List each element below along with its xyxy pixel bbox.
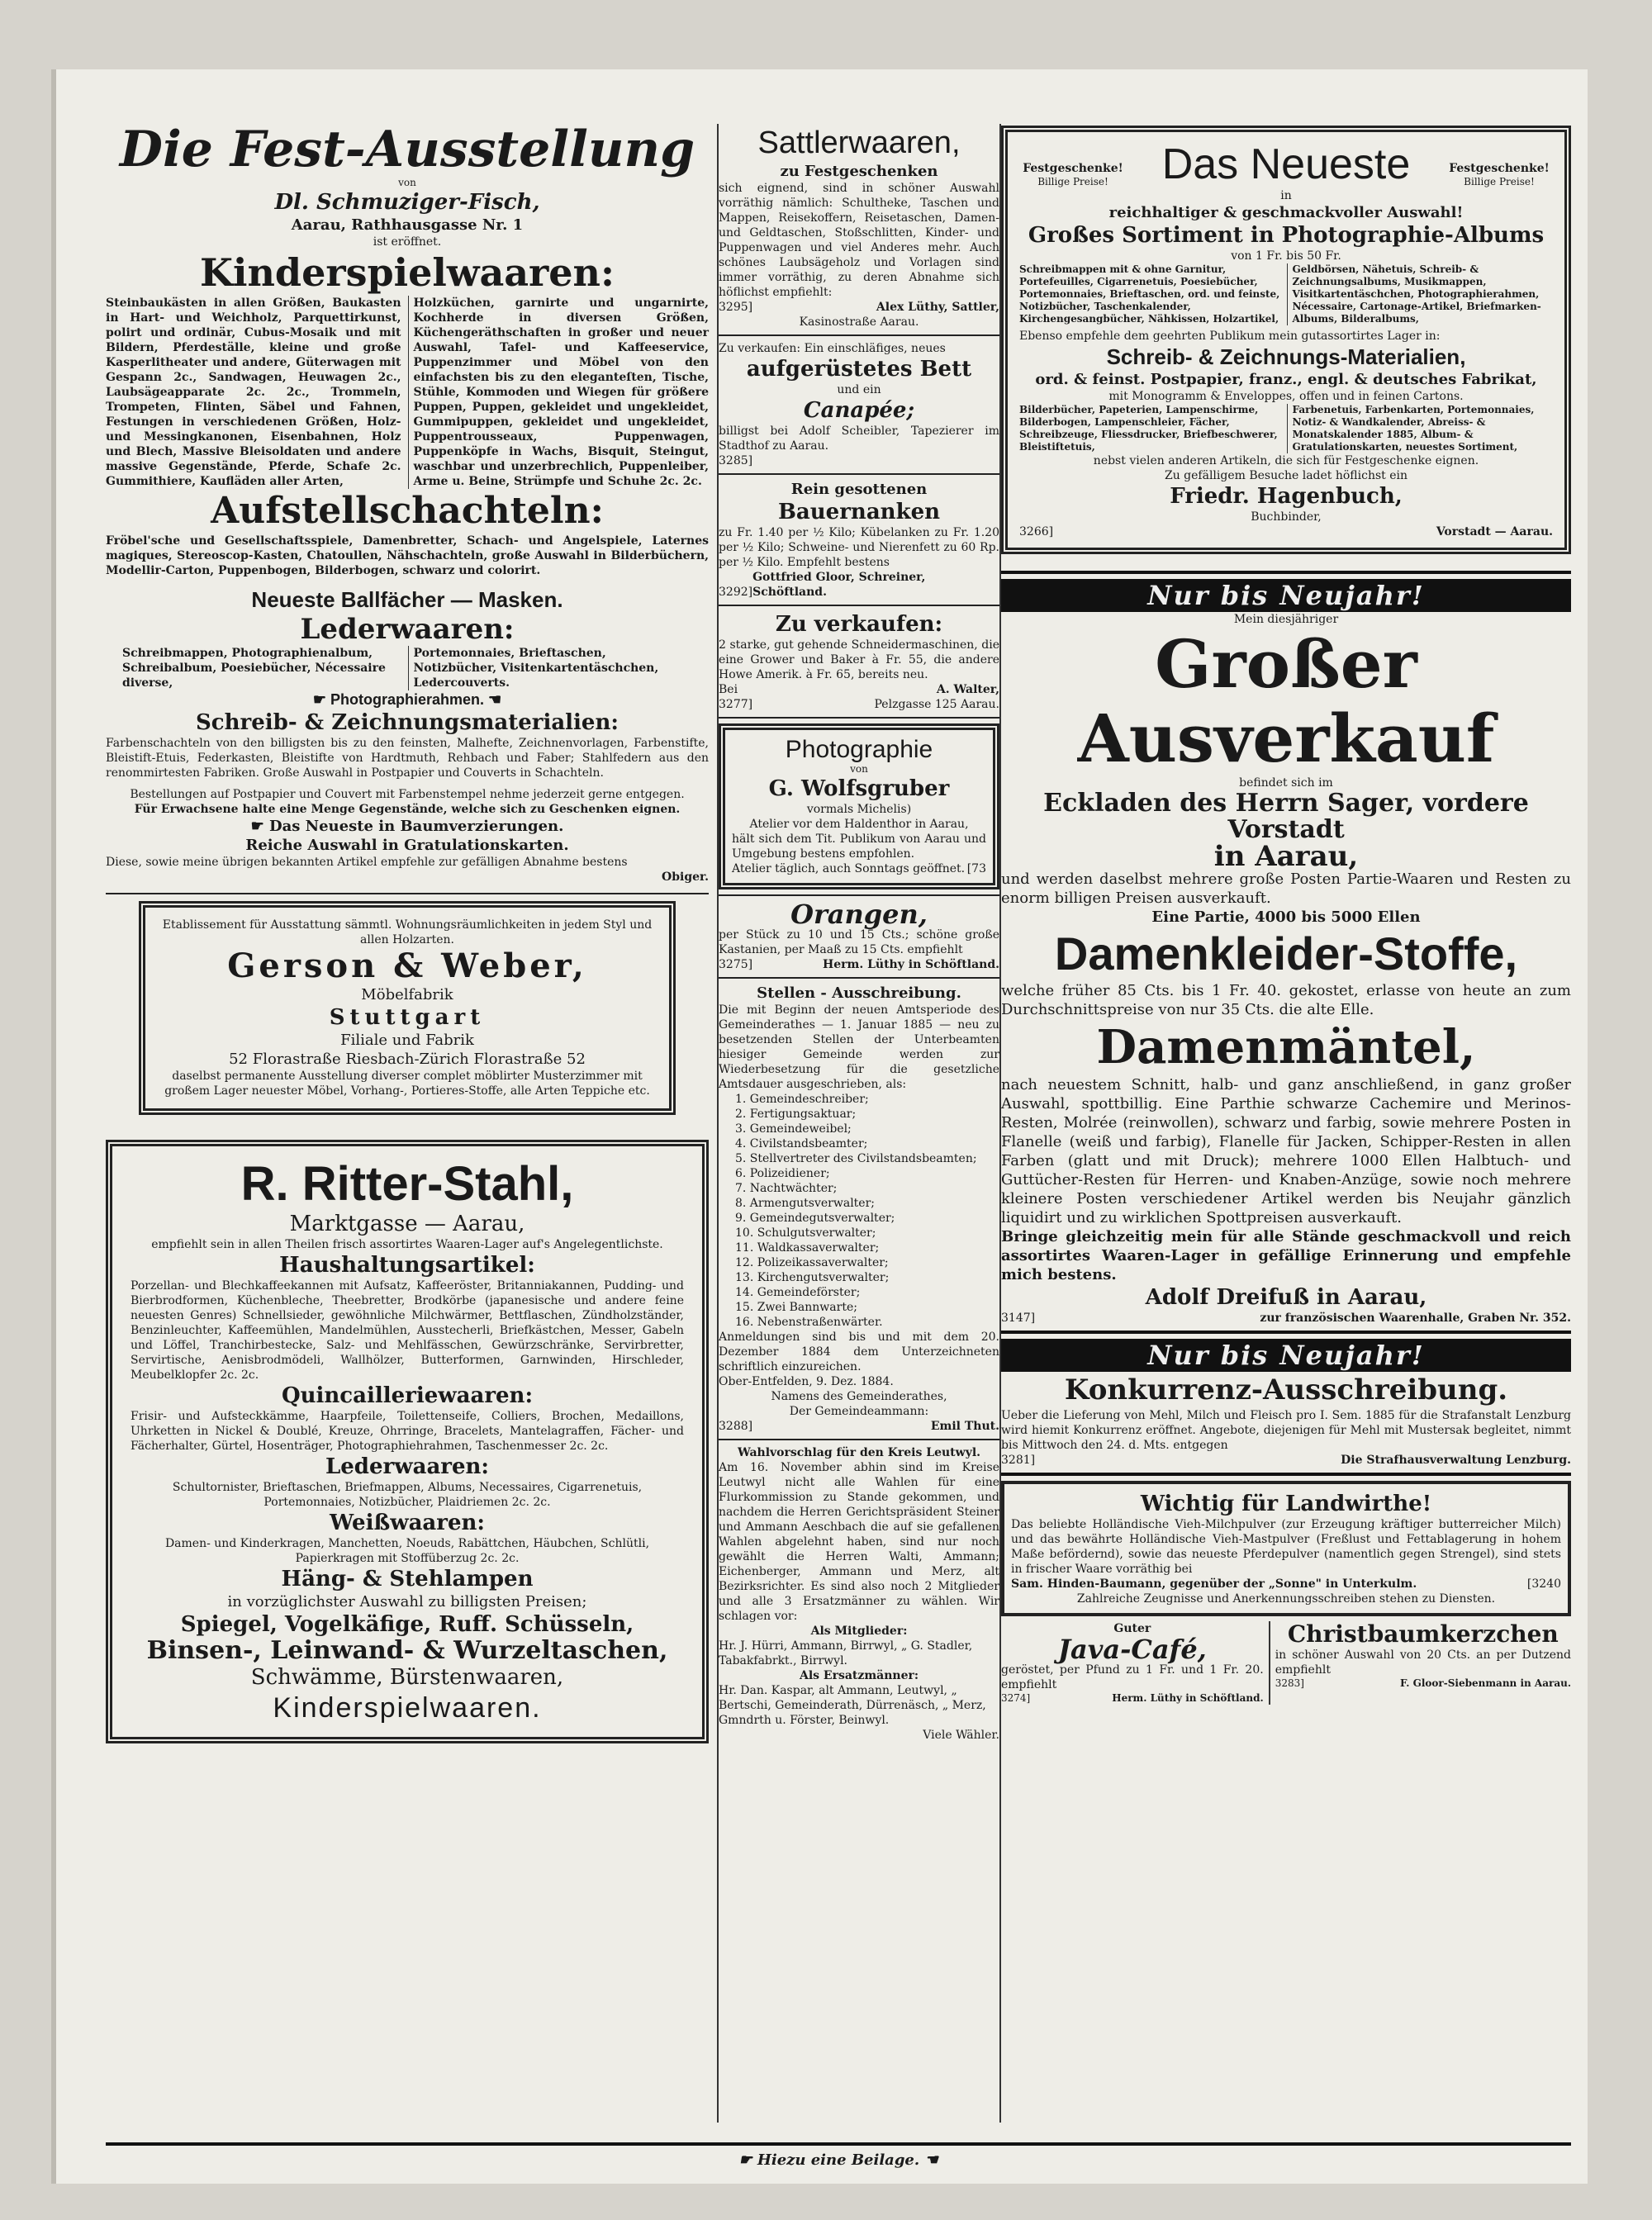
list-item: 2. Fertigungsaktuar; xyxy=(735,1108,857,1121)
konkurrenz-ad xyxy=(1001,1372,1571,1468)
section-heading: Damenmäntel, xyxy=(1096,1020,1476,1074)
ad-text: nach neuestem Schnitt, halb- und ganz anschließend, in ganz großer Auswahl, spottbillig. Eine Parthie schwarze Cachemire und Merinos-Resten, Molrée (reinwollen), schwarz und farbig, sowie mehrere Posten in Flanelle (weiß und farbig), Flanelle für Jacken, Schipper-Resten in allen Farben (glatt und mit Druck); mehrere 1000 Ellen Halbtuch- und Guttücher-Resten für Herren- und Knaben-Anzüge, sowie noch mehrere kleinere Posten verschiedener Artikel werden bis Neujahr gänzlich liquidirt und zu wirklichen Spottpreisen ausverkauft. xyxy=(1001,1076,1571,1226)
ad-text: daselbst permanente Ausstellung diverser complet möblirter Musterzimmer mit großem Lager neuester Möbel, Vorhang-, Portieres-Stoffe, alle Arten Teppiche etc. xyxy=(164,1070,650,1098)
photographie-ad xyxy=(719,723,999,889)
pointing-hand-icon: ☛ xyxy=(738,2151,757,2169)
ad-text: Mein diesjähriger xyxy=(1233,613,1339,626)
ad-text: Porzellan- und Blechkaffeekannen mit Aufsatz, Kaffeeröster, Britanniakannen, Pudding- und Bierbrodformen, Küchenbleche, Theebretter, Brodkörbe (japanesische und andere feine neuesten Genres) Schnellsieder, gewöhnliche Milchwärmer, Bettflaschen, Zündholzständer, Benzinleuchter, Kaffeemühlen, Mandelmühlen, Ausstecherli, Briefkästchen, Messer, Gabeln und Löffel, Tranchirbestecke, Salz- und Mehlfässchen, Gewürzschränke, Servirbretter, Servirtische, Aenisbrodmödeli, Wallhölzer, Butterformen, Garnwinden, Hirschleder, Meubelklopfer 2c. 2c. xyxy=(131,1279,684,1382)
signature: F. Gloor-Siebenmann in Aarau. xyxy=(1399,1677,1571,1689)
address: 52 Florastraße Riesbach-Zürich Florastraße 52 xyxy=(229,1051,586,1068)
list-item: 1. Gemeindeschreiber; xyxy=(735,1093,869,1106)
ad-title: Sattlerwaaren, xyxy=(757,126,961,160)
ad-text: Eine Partie, 4000 bis 5000 Ellen xyxy=(1151,908,1421,926)
list-item: 5. Stellvertreter des Civilstandsbeamten; xyxy=(735,1152,977,1165)
ad-text: Buchbinder, xyxy=(1251,510,1322,524)
pointing-hand-icon: ☚ xyxy=(484,691,502,708)
ref-number: 3274] xyxy=(1001,1692,1031,1704)
christbaum-ad xyxy=(1269,1621,1571,1705)
wahlvorschlag-ad xyxy=(719,1445,999,1743)
address: zur französischen Waarenhalle, Graben Nr. 352. xyxy=(1260,1312,1571,1325)
signature: Friedr. Hagenbuch, xyxy=(1170,484,1403,509)
ad-text: Filiale und Fabrik xyxy=(340,1032,474,1049)
gerson-weber-ad xyxy=(139,901,676,1115)
address: Atelier vor dem Haldenthor in Aarau, xyxy=(749,818,969,831)
ad-text: billigst bei Adolf Scheibler, Tapezierer im Stadthof zu Aarau. xyxy=(719,425,999,453)
ad-text: 2 starke, gut gehende Schneidermaschinen, die eine Grower und Baker à Fr. 55, die andere Howe Amerik. à Fr. 65, bereits neu. xyxy=(719,638,999,681)
section-heading: Schreib- & Zeichnungsmaterialien: xyxy=(196,710,619,735)
item-list: Portemonnaies, Brieftaschen, Notizbücher, Visitenkartentäschchen, Ledercouverts. xyxy=(408,646,693,690)
list-item: 15. Zwei Bannwarte; xyxy=(735,1301,857,1314)
ad-text: Frisir- und Aufsteckkämme, Haarpfeile, Toilettenseife, Colliers, Brochen, Medaillons, Uhrketten in Nickel & Doublé, Kreuze, Ohrringe, Bracelets, Mantelagraffen, Fächer- und Fächerhalter, Gürtel, Hosenträger, Photographiehrahmen, Taschenmesser 2c. 2c. xyxy=(131,1410,684,1453)
section-heading: Damenkleider-Stoffe, xyxy=(1054,927,1518,980)
signature: Herm. Lüthy in Schöftland. xyxy=(823,958,999,971)
item-list: Geldbörsen, Nähetuis, Schreib- & Zeichnungsalbums, Musikmappen, Visitkartentäschchen, Photographierahmen, Nécessaire, Cartonage-Artikel, Briefmarken-Albums, Bilderalbums, xyxy=(1287,263,1554,325)
item-list: Farbenetuis, Farbenkarten, Portemonnaies, Notiz- & Wandkalender, Abreiss- & Monatskalender 1885, Album- & Gratulationskarten, neuestes Sortiment, xyxy=(1287,404,1554,453)
ad-text: reichhaltiger & geschmackvoller Auswahl! xyxy=(1108,204,1464,221)
address: Aarau, Rathhausgasse Nr. 1 xyxy=(291,216,524,234)
ad-text: von 1 Fr. bis 50 Fr. xyxy=(1231,249,1341,263)
orangen-ad xyxy=(719,901,999,972)
ad-title: Canapée; xyxy=(803,398,915,423)
ad-text: Billige Preise! xyxy=(1037,176,1108,187)
ad-text: Namens des Gemeinderathes, xyxy=(771,1390,947,1403)
ref-number: 3281] xyxy=(1001,1454,1036,1467)
java-cafe-ad xyxy=(1001,1621,1269,1705)
city-name: Stuttgart xyxy=(329,1005,486,1030)
ad-text: Das Neueste in Baumverzierungen. xyxy=(268,818,564,835)
ad-text: Guter xyxy=(1113,1622,1151,1635)
ad-title: Java-Café, xyxy=(1057,1634,1207,1665)
ad-text: Damen- und Kinderkragen, Manchetten, Noeuds, Rabättchen, Häubchen, Schlütli, Papierkragen mit Stoffüberzug 2c. 2c. xyxy=(164,1537,650,1565)
firm-name: R. Ritter-Stahl, xyxy=(240,1157,574,1211)
ad-text: Bei xyxy=(719,683,738,696)
ad-text: Photographierahmen. xyxy=(330,691,485,708)
section-heading: Lederwaaren: xyxy=(300,613,515,646)
list-item: 3. Gemeindeweibel; xyxy=(735,1122,852,1136)
ad-text: in schöner Auswahl von 20 Cts. an per Dutzend empfiehlt xyxy=(1275,1648,1571,1677)
signature: A. Walter, xyxy=(936,683,999,696)
ad-text: Festgeschenke! xyxy=(1023,162,1123,175)
ad-text: Das beliebte Holländische Vieh-Milchpulver (zur Erzeugung kräftiger butterreicher Milch) und das bewährte Holländische Vieh-Mastpulver (Freßlust und Fettablagerung in hohem Maße befördernd), sowie das neueste Pferdepulver (namentlich gegen Strengel), sind stets in frischer Waare vorräthig bei xyxy=(1011,1518,1561,1576)
ad-title: Das Neueste xyxy=(1161,140,1411,188)
ad-title: Konkurrenz-Ausschreibung. xyxy=(1064,1373,1508,1406)
ref-number: [3240 xyxy=(1526,1577,1561,1591)
pointing-hand-icon: ☛ xyxy=(250,818,269,835)
ad-text: geröstet, per Pfund zu 1 Fr. und 1 Fr. 20. empfiehlt xyxy=(1001,1663,1264,1691)
footer-text: Hiezu eine Beilage. xyxy=(757,2151,920,2169)
schneidermaschinen-ad xyxy=(719,611,999,712)
hagenbuch-ad xyxy=(1001,126,1571,554)
item-list: Schreibmappen mit & ohne Garnitur, Portefeuilles, Cigarrenetuis, Poesiebücher, Portemonnaies, Brieftaschen, ord. und feinste, Notizbücher, Taschenkalender, Kirchengesangbücher, Nähkissen, Holzartikel, xyxy=(1019,263,1280,325)
ad-text: Zahlreiche Zeugnisse und Anerkennungsschreiben stehen zu Diensten. xyxy=(1076,1592,1496,1606)
ref-number: 3283] xyxy=(1275,1677,1304,1689)
ad-text: Rein gesottenen xyxy=(790,481,928,498)
item-list: Schreibmappen, Photographienalbum, Schreibalbum, Poesiebücher, Nécessaire diverse, xyxy=(122,647,386,690)
ad-text: Die mit Beginn der neuen Amtsperiode des Gemeinderathes — 1. Januar 1885 — neu zu besetzenden Stellen der Unterbeamten hiesiger Gemeinde werden zur Wiederbesetzung für die gesetzliche Amtsdauer ausgeschrieben, als: xyxy=(719,1003,999,1091)
ad-text: Festgeschenke! xyxy=(1449,162,1550,175)
ad-text: Möbelfabrik xyxy=(361,986,453,1003)
column-3 xyxy=(1001,50,1571,1705)
ritter-stahl-ad xyxy=(106,1140,709,1743)
ref-number: [73 xyxy=(966,862,986,875)
ad-text: ist eröffnet. xyxy=(373,235,442,249)
ad-text: Zu gefälligem Besuche ladet höflichst ein xyxy=(1164,469,1408,482)
section-heading: Als Ersatzmänner: xyxy=(799,1669,919,1682)
ad-title: Wahlvorschlag für den Kreis Leutwyl. xyxy=(737,1446,981,1459)
ad-text: von xyxy=(398,177,416,188)
ad-text: Billige Preise! xyxy=(1464,176,1535,187)
sattler-ad xyxy=(719,124,999,330)
address: Kasinostraße Aarau. xyxy=(799,315,919,329)
ref-number: 3147] xyxy=(1001,1312,1036,1325)
ad-text: Hr. Dan. Kaspar, alt Ammann, Leutwyl, „ Bertschi, Gemeinderath, Dürrenäsch, „ Merz, Gmndrth u. Förster, Beinwyl. xyxy=(719,1684,986,1727)
ad-text: empfiehlt sein in allen Theilen frisch assortirtes Waaren-Lager auf's Angelegentlichste. xyxy=(151,1238,663,1251)
ad-text: Für Erwachsene halte eine Menge Gegenstände, welche sich zu Geschenken eignen. xyxy=(134,803,681,816)
section-heading: Schreib- & Zeichnungs-Materialien, xyxy=(1106,344,1466,369)
fest-ausstellung-ad xyxy=(106,122,709,885)
pointing-hand-icon: ☚ xyxy=(919,2151,938,2169)
ausverkauf-ad xyxy=(1001,612,1571,1326)
column-1 xyxy=(106,50,709,1748)
list-item: 4. Civilstandsbeamter; xyxy=(735,1137,868,1150)
section-heading: Weißwaaren: xyxy=(329,1511,486,1535)
ad-text xyxy=(106,817,709,836)
ad-title: Zu verkaufen: xyxy=(775,612,943,637)
ref-number: 3285] xyxy=(719,454,753,467)
banner: Nur bis Neujahr! xyxy=(1001,1339,1571,1372)
ad-text: Schultornister, Brieftaschen, Briefmappen, Albums, Necessaires, Cigarrenetuis, Portemonnaies, Notizbücher, Plaidriemen 2c. 2c. xyxy=(172,1481,643,1509)
signature: Alex Lüthy, Sattler, xyxy=(876,301,999,314)
ad-text: hält sich dem Tit. Publikum von Aarau und Umgebung bestens empfohlen. xyxy=(732,832,986,861)
ad-title: Christbaumkerzchen xyxy=(1287,1620,1559,1648)
ref-number: 3292] xyxy=(719,586,753,599)
ref-number: 3295] xyxy=(719,301,753,314)
section-heading: Quincailleriewaaren: xyxy=(281,1383,534,1408)
address: Pelzgasse 125 Aarau. xyxy=(874,698,999,711)
ref-number: 3266] xyxy=(1019,525,1054,538)
section-heading: Spiegel, Vogelkäfige, Ruff. Schüsseln, xyxy=(180,1612,634,1637)
ad-text: in vorzüglichster Auswahl zu billigsten Preisen; xyxy=(227,1593,587,1610)
bett-ad xyxy=(719,341,999,468)
signature: Gottfried Gloor, Schreiner, Schöftland. xyxy=(752,571,926,599)
ad-text: Zu verkaufen: Ein einschläfiges, neues xyxy=(719,342,946,355)
item-list: Bilderbücher, Papeterien, Lampenschirme, Bilderbogen, Lampenschleier, Fächer, Schreibzeuge, Fliessdrucker, Briefbeschwerer, Bleistiftetuis, xyxy=(1019,404,1278,453)
signature: Sam. Hinden-Baumann, gegenüber der „Sonne" in Unterkulm. xyxy=(1011,1577,1417,1591)
ad-title: Photographie xyxy=(785,736,933,763)
ad-text: Fröbel'sche und Gesellschaftsspiele, Damenbretter, Schach- und Angelspiele, Laternes magiques, Stereoscop-Kasten, Chatoullen, Nähschachteln, große Auswahl in Bilderbüchern, Modellir-Carton, Puppenbogen, Bilderbogen, schwarz und colorirt. xyxy=(106,534,709,577)
list-item: 12. Polizeikassaverwalter; xyxy=(735,1256,889,1269)
ad-subtitle: zu Festgeschenken xyxy=(780,163,938,180)
ad-text: Ueber die Lieferung von Mehl, Milch und Fleisch pro I. Sem. 1885 für die Strafanstalt Lenzburg wird hiemit Konkurrenz eröffnet. Angebote, diejenigen für Mehl mit Mustersak begleitet, nimmt bis Mittwoch den 24. d. Mts. entgegen xyxy=(1001,1409,1571,1452)
ad-text: Reiche Auswahl in Gratulationskarten. xyxy=(245,837,569,854)
ref-number: 3277] xyxy=(719,698,753,711)
footer xyxy=(106,2137,1571,2170)
section-heading xyxy=(106,690,709,709)
signature: Adolf Dreifuß in Aarau, xyxy=(1145,1285,1427,1310)
section-heading: Lederwaaren: xyxy=(325,1454,490,1479)
ad-text: und ein xyxy=(837,383,881,396)
ad-text: Diese, sowie meine übrigen bekannten Artikel empfehle zur gefälligen Abnahme bestens xyxy=(106,856,628,869)
list-item: 8. Armengutsverwalter; xyxy=(735,1197,875,1210)
section-heading: Schwämme, Bürstenwaaren, xyxy=(250,1665,564,1690)
ad-text: in xyxy=(1280,189,1292,202)
ad-text: Anmeldungen sind bis und mit dem 20. Dezember 1884 dem Unterzeichneten schriftlich einzureichen. xyxy=(719,1331,999,1373)
list-item: 16. Nebenstraßenwärter. xyxy=(735,1316,883,1329)
firm-name: G. Wolfsgruber xyxy=(768,776,950,801)
address: Vorstadt — Aarau. xyxy=(1436,525,1553,538)
ad-text: Eckladen des Herrn Sager, vordere Vorstadt xyxy=(1043,789,1529,844)
ad-title: Großer Ausverkauf xyxy=(1077,625,1495,777)
ad-text: Farbenschachteln von den billigsten bis zu den feinsten, Malhefte, Zeichnenvorlagen, Farbenstifte, Bleistift-Etuis, Federkasten, Bleistifte von Hardtmuth, Rehbach und Faber; Stahlfedern aus den renommirtesten Fabriken. Große Auswahl in Postpapier und Couverts in Schachteln. xyxy=(106,737,709,780)
section-heading: Aufstellschachteln: xyxy=(211,490,604,532)
signature: Herm. Lüthy in Schöftland. xyxy=(1112,1692,1264,1704)
ad-text: Etablissement für Ausstattung sämmtl. Wohnungsräumlichkeiten in jedem Styl und allen Holzarten. xyxy=(162,918,653,946)
ad-text: Hr. J. Hürri, Ammann, Birrwyl, „ G. Stadler, Tabakfabrkt., Birrwyl. xyxy=(719,1639,973,1667)
ad-text: in Aarau, xyxy=(1213,840,1359,873)
list-item: 14. Gemeindeförster; xyxy=(735,1286,861,1299)
pointing-hand-icon: ☛ xyxy=(312,691,330,708)
ad-title: Die Fest-Ausstellung xyxy=(119,121,695,178)
signature: Die Strafhausverwaltung Lenzburg. xyxy=(1341,1454,1571,1467)
ad-text: Bestellungen auf Postpapier und Couvert mit Farbenstempel nehme jederzeit gerne entgegen. xyxy=(130,788,685,801)
ad-text: Bringe gleichzeitig mein für alle Stände geschmackvoll und reich assortirtes Waaren-Lager in gefällige Erinnerung und empfehle mich bestens. xyxy=(1001,1228,1571,1283)
section-heading: Binsen-, Leinwand- & Wurzeltaschen, xyxy=(146,1636,668,1665)
section-heading: Großes Sortiment in Photographie-Albums xyxy=(1028,223,1545,248)
item-list: Steinbaukästen in allen Größen, Baukasten in Hart- und Weichholz, Parquettirkunst, polirt und ordinär, Cubus-Mosaik und mit Bildern, Pferdeställe, kleine und große Kasperlitheater und andere, Güterwagen mit Gespann 2c., Sandwagen, Heuwagen 2c., Laubsägeapparate 2c. 2c., Trommeln, Trompeten, Flinten, Säbel und Fahnen, Festungen in verschiedenen Größen, Holz- und Messingkanonen, Eisenbahnen, Holz und Blech, Massive Bleisoldaten und andere massive Gegenstände, Pferde, Schafe 2c. Gummithiere, Kaufläden aller Arten, xyxy=(106,296,401,488)
column-2 xyxy=(719,50,999,1743)
signature: Viele Wähler. xyxy=(923,1729,999,1742)
section-heading: Neueste Ballfächer — Masken. xyxy=(251,587,563,612)
landwirthe-ad xyxy=(1001,1481,1571,1616)
ad-text: und werden daselbst mehrere große Posten Partie-Waaren und Resten zu enorm billigen Preisen ausverkauft. xyxy=(1001,870,1571,907)
list-item: 6. Polizeidiener; xyxy=(735,1167,830,1180)
section-heading: Kinderspielwaaren: xyxy=(200,250,615,295)
list-item: 7. Nachtwächter; xyxy=(735,1182,838,1195)
ref-number: 3288] xyxy=(719,1420,753,1433)
signature: Emil Thut. xyxy=(930,1420,999,1433)
address: Marktgasse — Aarau, xyxy=(289,1212,525,1236)
firm-name: Dl. Schmuziger-Fisch, xyxy=(274,190,540,215)
ad-text: welche früher 85 Cts. bis 1 Fr. 40. gekostet, erlasse von heute an zum Durchschnittspreise von nur 35 Cts. die alte Elle. xyxy=(1001,982,1571,1018)
ad-text: Ober-Entfelden, 9. Dez. 1884. xyxy=(719,1375,894,1388)
ad-text: Ebenso empfehle dem geehrten Publikum mein gutassortirtes Lager in: xyxy=(1019,330,1441,343)
ad-text: ord. & feinst. Postpapier, franz., engl. & deutsches Fabrikat, xyxy=(1035,371,1537,388)
section-heading: Haushaltungsartikel: xyxy=(279,1253,535,1278)
ad-text: mit Monogramm & Enveloppes, offen und in feinen Cartons. xyxy=(1108,390,1464,403)
footer-note xyxy=(106,2151,1571,2170)
ad-text: Am 16. November abhin sind im Kreise Leutwyl nicht alle Wahlen für eine Flurkommission zu Stande gekommen, und nachdem die Herren Gerichtspräsident Steiner und Ammann Aeschbach die auf sie gefallenen Wahlen abgelehnt haben, sind nur noch gewählt die Herren Walti, Ammann; Eichenberger, Ammann und Merz, alt Bezirksrichter. Es sind also noch 2 Mitglieder und alle 3 Ersatzmänner zu wählen. Wir schlagen vor: xyxy=(719,1461,999,1623)
list-item: 9. Gemeindegutsverwalter; xyxy=(735,1212,895,1225)
ad-text: per Stück zu 10 und 15 Cts.; schöne große Kastanien, per Maaß zu 15 Cts. empfiehlt xyxy=(719,928,999,956)
ad-text: nebst vielen anderen Artikeln, die sich für Festgeschenke eignen. xyxy=(1093,454,1479,467)
list-item: 10. Schulgutsverwalter; xyxy=(735,1226,876,1240)
ad-title: Bauernanken xyxy=(777,500,941,524)
ad-text: vormals Michelis) xyxy=(806,803,912,816)
ad-title: Orangen, xyxy=(790,899,928,930)
ad-title: aufgerüstetes Bett xyxy=(746,357,972,382)
firm-name: Gerson & Weber, xyxy=(227,946,587,985)
position-list xyxy=(719,1092,999,1330)
bauernanken-ad xyxy=(719,480,999,600)
ad-text: befindet sich im xyxy=(1239,776,1333,790)
ad-text: von xyxy=(850,763,868,775)
section-heading: Als Mitglieder: xyxy=(810,1625,908,1638)
signature: Obiger. xyxy=(662,870,709,884)
stellen-ausschreibung-ad xyxy=(719,984,999,1434)
list-item: 13. Kirchengutsverwalter; xyxy=(735,1271,890,1284)
ad-text: Der Gemeindeammann: xyxy=(789,1405,929,1418)
section-heading: Häng- & Stehlampen xyxy=(281,1567,534,1591)
ad-text: Atelier täglich, auch Sonntags geöffnet. xyxy=(732,862,966,875)
list-item: 11. Waldkassaverwalter; xyxy=(735,1241,880,1255)
ad-text: zu Fr. 1.40 per ½ Kilo; Kübelanken zu Fr. 1.20 per ½ Kilo; Schweine- und Nierenfett zu 60 Rp. per ½ Kilo. Empfehlt bestens xyxy=(719,526,999,569)
ad-title: Stellen - Ausschreibung. xyxy=(757,984,961,1002)
item-list: Holzküchen, garnirte und ungarnirte, Kochherde in diversen Größen, Küchengeräthschaften in großer und neuer Auswahl, Tafel- und Kaffeeservice, Puppenzimmer und Möbel von den einfachsten bis zu den eleganteſten, Tische, Stühle, Kommoden und Wiegen für größere Puppen, Puppen, gekleidet und ungekleidet, Gummipuppen, gekleidet und ungekleidet, Puppentrousseaux, Puppenwagen, Puppenköpfe in Wachs, Bisquit, Steingut, waschbar und unzerbrechlich, Puppenleiber, Arme u. Beine, Strümpfe und Schuhe 2c. 2c. xyxy=(408,296,710,489)
section-heading: Kinderspielwaaren. xyxy=(273,1692,542,1724)
ad-title: Wichtig für Landwirthe! xyxy=(1140,1492,1432,1516)
banner: Nur bis Neujahr! xyxy=(1001,579,1571,612)
ad-text: sich eignend, sind in schöner Auswahl vorräthig nämlich: Schultheke, Taschen und Mappen, Reisekoffern, Reisetaschen, Damen- und Geldtaschen, Stoßschlitten, Kinder- und Puppenwagen und viel Anderes mehr. Auch schönes Laubsägeholz und Vorlagen sind immer vorräthig, zu deren Abnahme sich höflichst empfiehlt: xyxy=(719,182,999,299)
ref-number: 3275] xyxy=(719,958,753,971)
